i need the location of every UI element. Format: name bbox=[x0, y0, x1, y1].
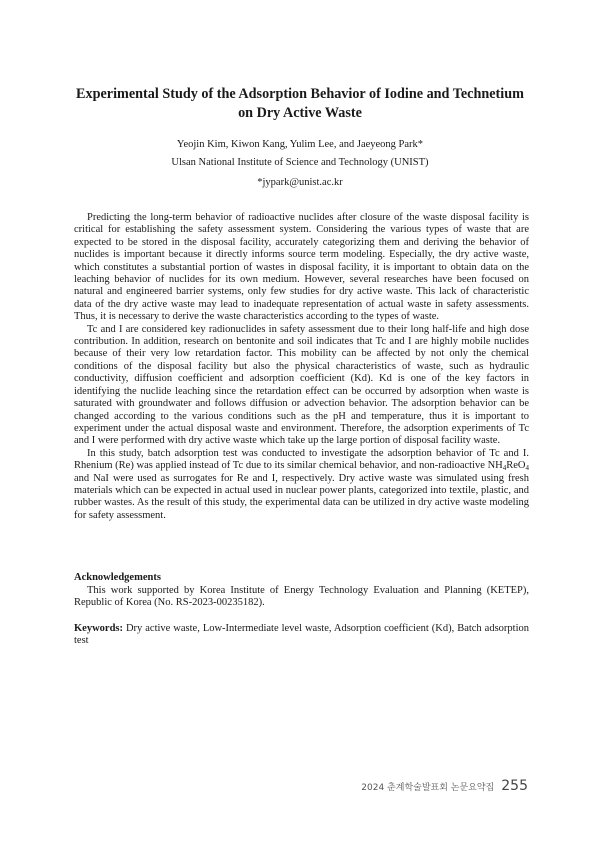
body-paragraph-3 bbox=[74, 448, 529, 522]
acknowledgements-text: This work supported by Korea Institute of Energy Technology Evaluation and Planning (KETEP), Republic of Korea (No. RS-2023-00235182). bbox=[74, 585, 529, 609]
paragraph-3-part-a: In this study, batch adsorption test was conducted to investigate the adsorption behavior of Tc and I. Rhenium (Re) was applied instead of Tc due to its similar chemical behavior, and non-radioactive NH bbox=[74, 447, 529, 472]
subscript-4: 4 bbox=[502, 464, 507, 473]
paper-title: Experimental Study of the Adsorption Behavior of Iodine and Technetium on Dry Active Waste bbox=[76, 86, 524, 121]
paragraph-3-part-c: and NaI were used as surrogates for Re and I, respectively. Dry active waste was simulated using fresh materials which can be expected in actual used in nuclear power plants, categorized into textile, plastic, and rubber wastes. As the result of this study, the experimental data can be utilized in dry active waste modeling for safety assessment. bbox=[74, 472, 529, 521]
paragraph-3-part-b: ReO bbox=[506, 460, 526, 472]
subscript-4: 4 bbox=[525, 464, 529, 473]
body-paragraph-2: Tc and I are considered key radionuclides in safety assessment due to their long half-life and high dose contribution. In addition, research on bentonite and soil indicates that Tc and I are highly mobile nuclides because of their very low retardation factor. This mobility can be affected by not only the chemical conditions of the disposal facility but also the physical characteristics of waste, such as hydraulic conductivity, diffusion coefficient and adsorption coefficient (Kd). Kd is one of the key factors in identifying the nuclide leaching since the retardation effect can be occurred by adsorption when waste is saturated with groundwater and follows diffusion or advection behavior. The adsorption behavior can be changed according to the various conditions such as the pH and temperature, thus it is important to experiment under the actual disposal waste and environment. Therefore, the adsorption experiments of Tc and I were performed with dry active waste which take up the large portion of disposal facility waste. bbox=[74, 323, 529, 447]
page-footer bbox=[361, 778, 528, 794]
abstract-body bbox=[74, 212, 529, 522]
keywords-text: Dry active waste, Low-Intermediate level waste, Adsorption coefficient (Kd), Batch adsorption test bbox=[74, 623, 529, 647]
keywords-label: Keywords: bbox=[74, 623, 123, 634]
affiliation: Ulsan National Institute of Science and Technology (UNIST) bbox=[171, 157, 429, 168]
keywords bbox=[74, 623, 529, 648]
corresponding-email: *jypark@unist.ac.kr bbox=[257, 177, 343, 188]
acknowledgements-heading: Acknowledgements bbox=[74, 572, 161, 583]
author-list: Yeojin Kim, Kiwon Kang, Yulim Lee, and Jaeyeong Park* bbox=[176, 139, 424, 150]
body-paragraph-1: Predicting the long-term behavior of radioactive nuclides after closure of the waste disposal facility is critical for establishing the safety assessment system. Considering the various types of waste that are expected to be stored in the disposal facility, accurately categorizing them and deriving the behavior of nuclides is important because it directly informs source term modeling. Especially, the dry active waste, which constitutes a substantial portion of wastes in disposal facility, it is important to obtain data on the leaching behavior of nuclides for its own medium. However, several researches have been focused on natural and engineered barrier systems, only few studies for dry active waste. This lack of characteristic data of the dry active waste may lead to inadequate representation of actual waste in safety assessments. Thus, it is necessary to derive the waste characteristics according to the types of waste. bbox=[74, 212, 529, 323]
page-number: 255 bbox=[501, 778, 528, 794]
proceedings-title: 2024 춘계학술발표회 논문요약집 bbox=[361, 783, 495, 793]
